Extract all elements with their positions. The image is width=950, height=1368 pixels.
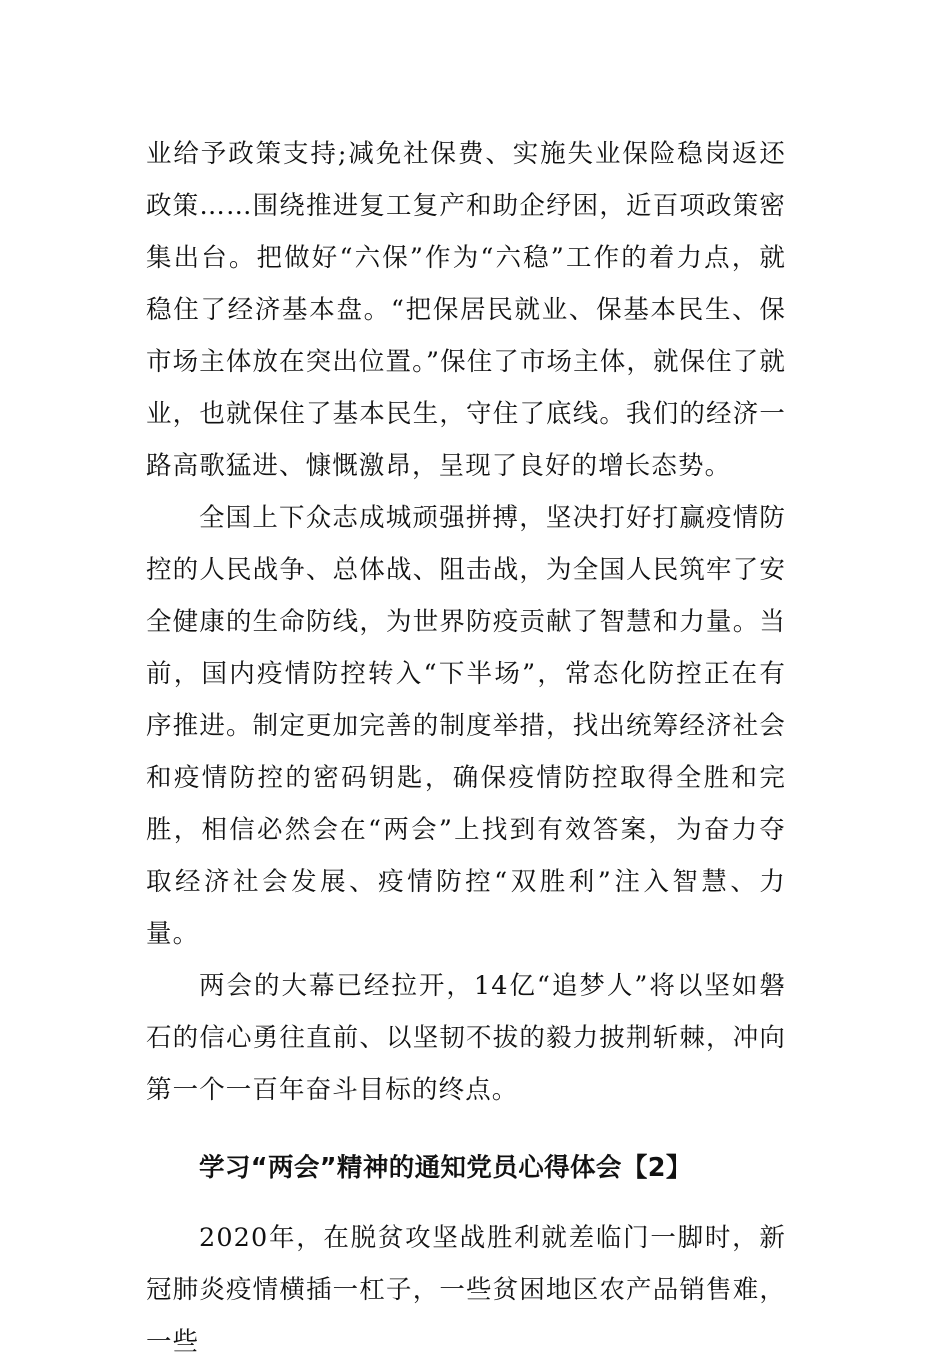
paragraph-two-sessions: 两会的大幕已经拉开，14亿“追梦人”将以坚如磐石的信心勇往直前、以坚韧不拔的毅力披荆斩棘，冲向第一个一百年奋斗目标的终点。 [146,971,786,1105]
section-heading: 学习“两会”精神的通知党员心得体会【2】 [199,1153,692,1183]
paragraph-policy-support: 业给予政策支持;减免社保费、实施失业保险稳岗返还政策……围绕推进复工复产和助企纾困，近百项政策密集出台。把做好“六保”作为“六稳”工作的着力点，就稳住了经济基本盘。“把保居民就业、保基本民生、保市场主体放在突出位置。”保住了市场主体，就保住了就业，也就保住了基本民生，守住了底线。我们的经济一路高歌猛进、慷慨激昂，呈现了良好的增长态势。 [146,139,786,481]
paragraph-epidemic-control: 全国上下众志成城顽强拼搏，坚决打好打赢疫情防控的人民战争、总体战、阻击战，为全国人民筑牢了安全健康的生命防线，为世界防疫贡献了智慧和力量。当前，国内疫情防控转入“下半场”，常态化防控正在有序推进。制定更加完善的制度举措，找出统筹经济社会和疫情防控的密码钥匙，确保疫情防控取得全胜和完胜，相信必然会在“两会”上找到有效答案，为奋力夺取经济社会发展、疫情防控“双胜利”注入智慧、力量。 [146,503,786,949]
document-body [146,128,786,1368]
paragraph-poverty-alleviation: 2020年，在脱贫攻坚战胜利就差临门一脚时，新冠肺炎疫情横插一杠子，一些贫困地区农产品销售难，一些 [146,1223,786,1357]
